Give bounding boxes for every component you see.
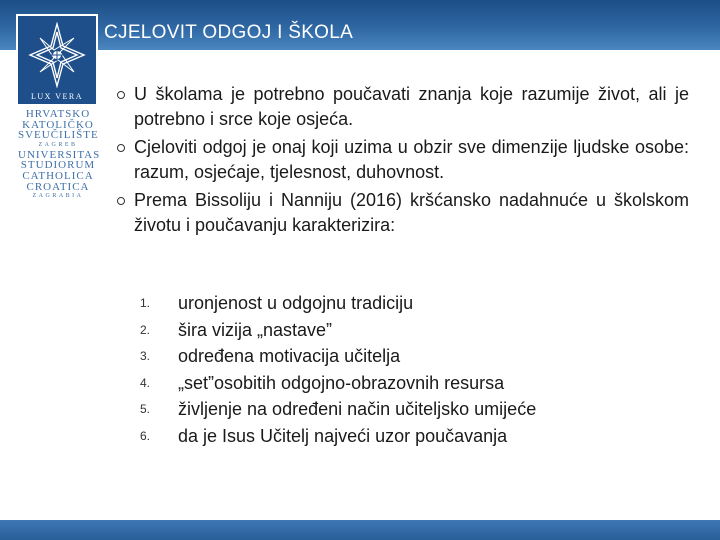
item-number: 6. <box>140 428 151 443</box>
bullet-item <box>117 188 689 238</box>
item-number: 5. <box>140 402 151 416</box>
university-logo <box>16 14 98 106</box>
item-number: 4. <box>140 375 151 390</box>
numbered-item <box>140 423 536 450</box>
item-number: 1. <box>140 296 151 310</box>
university-names <box>18 108 101 201</box>
header-bar <box>0 0 720 50</box>
numbered-item <box>140 317 536 344</box>
logo-motto: LUX VERA <box>30 92 84 101</box>
bullet-circle-icon <box>117 144 125 152</box>
footer-bar <box>0 520 720 540</box>
uni-name-line: KATOLIČKO <box>22 118 94 131</box>
item-text: uronjenost u odgojnu tradiciju <box>178 293 414 313</box>
uni-city-line: ZAGREB <box>38 141 78 148</box>
bullet-item <box>117 82 689 132</box>
bullet-text: U školama je potrebno poučavati znanja koje razumije život, ali je potrebno i srce koje osjeća. <box>134 84 689 129</box>
uni-latin-line: CROATICA <box>26 180 90 193</box>
item-text: „set”osobitih odgojno-obrazovnih resursa <box>178 372 505 393</box>
bullet-item <box>117 135 689 185</box>
star-emblem-icon <box>28 22 86 88</box>
bullet-circle-icon <box>117 197 125 205</box>
item-text: življenje na određeni način učiteljsko umijeće <box>178 399 537 419</box>
item-text: da je Isus Učitelj najveći uzor poučavanja <box>178 425 508 446</box>
uni-name-line: HRVATSKO <box>25 108 91 120</box>
uni-name-line: SVEUČILIŠTE <box>18 129 99 142</box>
item-text: određena motivacija učitelja <box>178 346 401 366</box>
bullet-text: Prema Bissoliju i Nanniju (2016) kršćansko nadahnuće u školskom životu i poučavanju karakterizira: <box>134 190 689 235</box>
item-text: šira vizija „nastave” <box>178 319 333 340</box>
numbered-list <box>140 290 536 449</box>
numbered-item <box>140 396 536 423</box>
bullet-list <box>117 82 689 241</box>
numbered-item <box>140 290 536 317</box>
page-title: CJELOVIT ODGOJ I ŠKOLA <box>104 22 354 43</box>
numbered-item <box>140 343 536 370</box>
uni-city-line: ZAGRABIA <box>32 193 84 200</box>
numbered-item <box>140 370 536 397</box>
item-number: 3. <box>140 349 151 363</box>
item-number: 2. <box>140 322 151 337</box>
bullet-text: Cjeloviti odgoj je onaj koji uzima u obzir sve dimenzije ljudske osobe: razum, osjećaje, tjelesnost, duhovnost. <box>134 137 689 182</box>
uni-latin-line: CATHOLICA <box>22 169 94 182</box>
bullet-circle-icon <box>117 91 125 99</box>
uni-latin-line: UNIVERSITAS <box>18 148 101 161</box>
uni-latin-line: STUDIORUM <box>20 159 96 172</box>
